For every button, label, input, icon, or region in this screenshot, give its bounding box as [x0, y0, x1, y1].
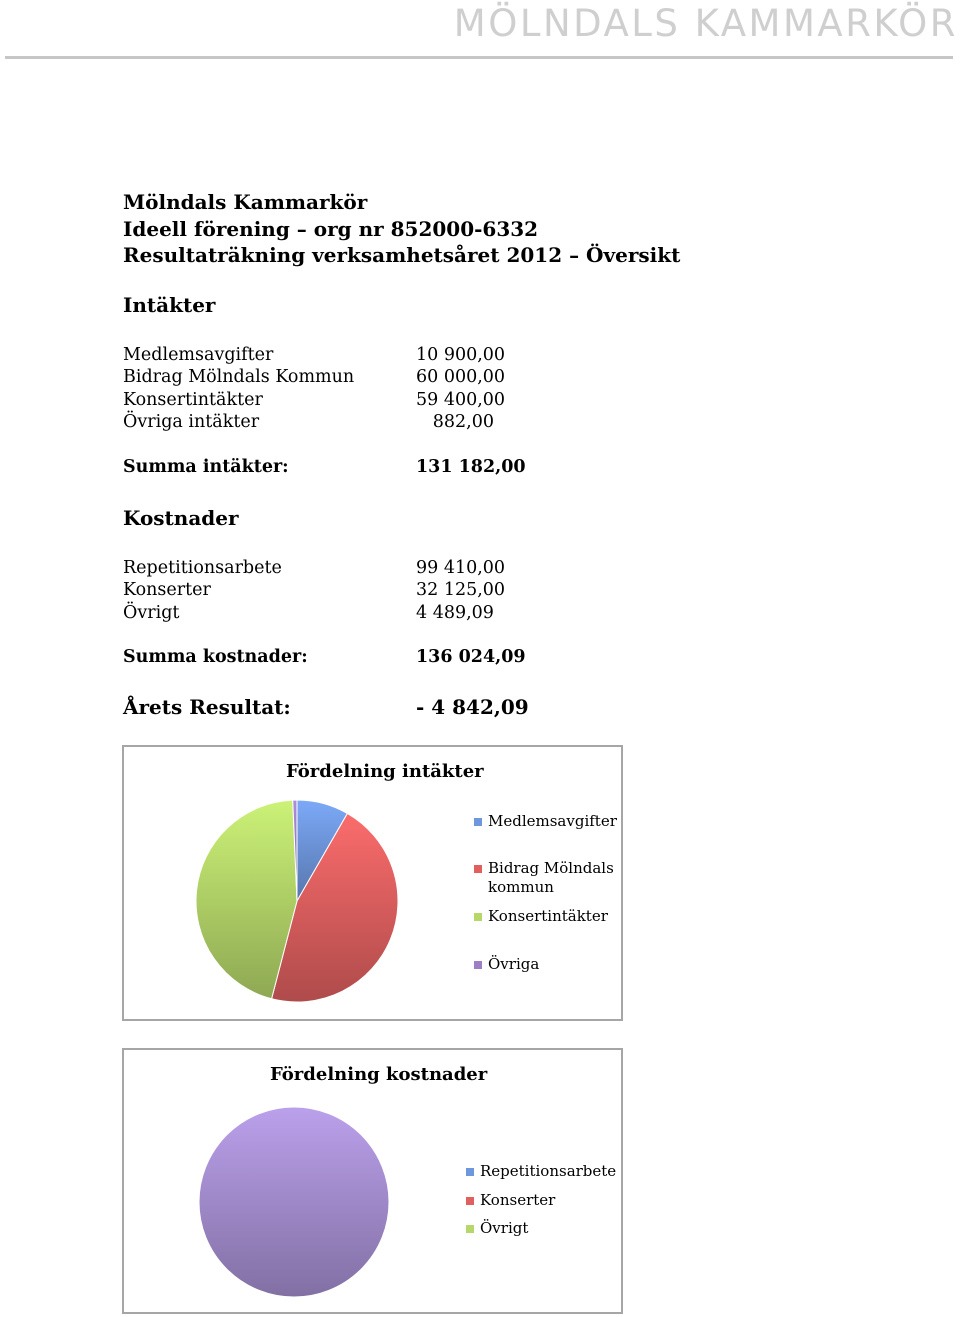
- income-title: Intäkter: [123, 293, 216, 317]
- document-heading: [123, 189, 680, 269]
- income-amount: 60 000,00: [416, 367, 506, 388]
- legend-label: Konserter: [480, 1191, 556, 1209]
- org-name: Mölndals Kammarkör: [123, 190, 368, 214]
- income-amount: 10 900,00: [416, 345, 506, 365]
- cost-row: [123, 602, 543, 624]
- legend-label: Bidrag Mölndals kommun: [488, 859, 614, 896]
- legend-label: Medlemsavgifter: [488, 812, 617, 830]
- brand-logo: MÖLNDALS KAMMARKÖR: [453, 2, 958, 45]
- legend-swatch: [474, 865, 482, 873]
- income-chart: [122, 745, 623, 1021]
- costs-sum-label: Summa kostnader:: [123, 647, 308, 667]
- legend-swatch: [466, 1168, 474, 1176]
- costs-chart: [122, 1048, 623, 1314]
- income-sum-amount: 131 182,00: [416, 457, 526, 477]
- income-row: [123, 366, 543, 388]
- income-chart-title: Fördelning intäkter: [286, 761, 484, 782]
- income-label: Övriga intäkter: [123, 411, 260, 432]
- cost-label: Övrigt: [123, 602, 180, 623]
- costs-title: Kostnader: [123, 506, 239, 530]
- income-amount: 59 400,00: [416, 389, 506, 410]
- cost-amount: 99 410,00: [416, 558, 506, 578]
- income-label: Medlemsavgifter: [123, 345, 274, 365]
- pie-slice-repetitionsarbete: [199, 1107, 389, 1297]
- income-label: Konsertintäkter: [123, 389, 263, 410]
- legend-swatch: [466, 1197, 474, 1205]
- costs-table: [123, 557, 543, 624]
- org-number: Ideell förening – org nr 852000-6332: [123, 216, 539, 241]
- income-sum-row: [123, 457, 526, 477]
- income-row: [123, 389, 543, 411]
- income-table: [123, 344, 543, 433]
- income-row: [123, 411, 543, 433]
- cost-amount: 4 489,09: [416, 602, 494, 623]
- cost-label: Konserter: [123, 580, 211, 601]
- costs-sum-row: [123, 647, 526, 667]
- legend-label: Repetitionsarbete: [480, 1162, 617, 1180]
- legend-label: Övriga: [488, 955, 540, 973]
- income-sum-label: Summa intäkter:: [123, 457, 289, 477]
- income-row: [123, 344, 543, 366]
- legend-label: Övrigt: [480, 1219, 529, 1237]
- cost-amount: 32 125,00: [416, 580, 506, 601]
- report-title: Resultaträkning verksamhetsåret 2012 – Översikt: [123, 243, 681, 267]
- legend-label: Konsertintäkter: [488, 907, 608, 925]
- legend-swatch: [474, 913, 482, 921]
- costs-sum-amount: 136 024,09: [416, 647, 526, 667]
- result-row: [123, 695, 529, 719]
- income-label: Bidrag Mölndals Kommun: [123, 367, 355, 388]
- costs-pie: [124, 1050, 621, 1312]
- costs-chart-title: Fördelning kostnader: [270, 1064, 488, 1085]
- cost-label: Repetitionsarbete: [123, 558, 282, 578]
- cost-row: [123, 579, 543, 601]
- header-rule: [5, 56, 953, 59]
- income-amount: 882,00: [432, 411, 494, 432]
- legend-swatch: [466, 1225, 474, 1233]
- result-label: Årets Resultat:: [123, 695, 291, 719]
- legend-swatch: [474, 818, 482, 826]
- result-amount: - 4 842,09: [416, 695, 529, 719]
- legend-swatch: [474, 961, 482, 969]
- cost-row: [123, 557, 543, 579]
